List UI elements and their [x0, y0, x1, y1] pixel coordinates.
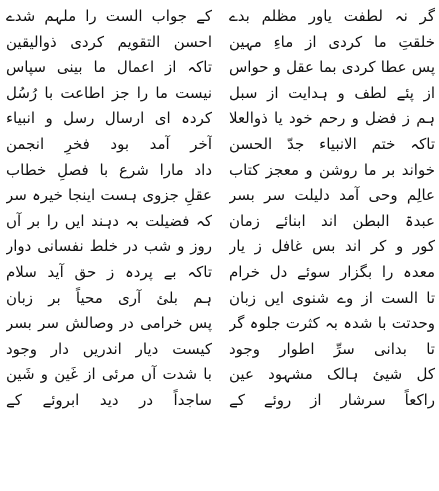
verse-line: تا الست از وے شنوی ایں زبان: [229, 288, 435, 307]
verse-line: خلقتِ ما کردی از ماءِ مہین: [229, 32, 435, 51]
verse-line: عبدۃ البطن اند ابنائے زمان: [229, 211, 435, 230]
verse-line: خواند بر ما روشن و معجز کتاب: [229, 160, 435, 179]
verse-line: کیست دیار اندریں دار وجود: [6, 339, 212, 358]
poem-column-left: [6, 4, 212, 414]
verse-line: کے جواب الست را ملہم شدے: [6, 7, 212, 25]
verse-line: وحدتت با شدہ بہ کثرت جلوہ گر: [229, 314, 435, 333]
verse-line: ہم بلئ آری محیاً بر زبان: [6, 288, 212, 307]
verse-line: آخر آمد بود فخرِ انجمن: [6, 134, 212, 153]
verse-line: کل شیئ ہالک مشہود عین: [229, 365, 435, 384]
verse-line: نیست ما را جز اطاعت با رُسُل: [6, 83, 212, 102]
verse-line: تا بدانی سرِّ اطوار وجود: [229, 339, 435, 358]
verse-line: عالِم وحی آمد دلیلت سر بسر: [229, 186, 435, 205]
verse-line: کہ فضیلت بہ دہند ایں را بر آں: [6, 211, 212, 230]
verse-line: کردہ ای ارسال رسل و انبیاء: [6, 109, 212, 128]
poem-column-right: [229, 4, 435, 414]
verse-line: عقلِ جزوی ہست اینجا خیرہ سر: [6, 186, 212, 205]
verse-line: پس عطا کردی بما عقل و حواس: [229, 58, 435, 77]
verse-line: ہم ز فضل و رحم خود یا ذوالعلا: [229, 109, 435, 128]
verse-line: کور و کر اند بس غافل ز یار: [229, 237, 435, 256]
verse-line: داد مارا شرع با فصلِ خطاب: [6, 160, 212, 179]
verse-line: تاکہ از اعمال ما بینی سپاس: [6, 58, 212, 77]
verse-line: پس خرامی در وصالش سر بسر: [6, 314, 212, 333]
verse-line: تاکہ بے پردہ ز حق آید سلام: [6, 262, 212, 281]
verse-line: از پئے لطف و ہدایت از سبل: [229, 83, 435, 102]
verse-line: راکعاً سرشار از روئے کے: [229, 390, 435, 409]
verse-line: گر نہ لطفت یاور مظلم بدے: [229, 7, 435, 25]
verse-line: معدہ را بگزار سوئے دل خرام: [229, 262, 435, 281]
verse-line: احسن التقویم کردی ذوالیقین: [6, 32, 212, 51]
verse-line: روز و شب در خلط نفسانی دوار: [6, 237, 212, 256]
verse-line: با شدت آں مرئی از غَین و شَین: [6, 365, 212, 384]
verse-line: تاکہ ختم الانبیاء جدّ الحسن: [229, 134, 435, 153]
verse-line: ساجداً در دید ابروئے کے: [6, 390, 212, 409]
